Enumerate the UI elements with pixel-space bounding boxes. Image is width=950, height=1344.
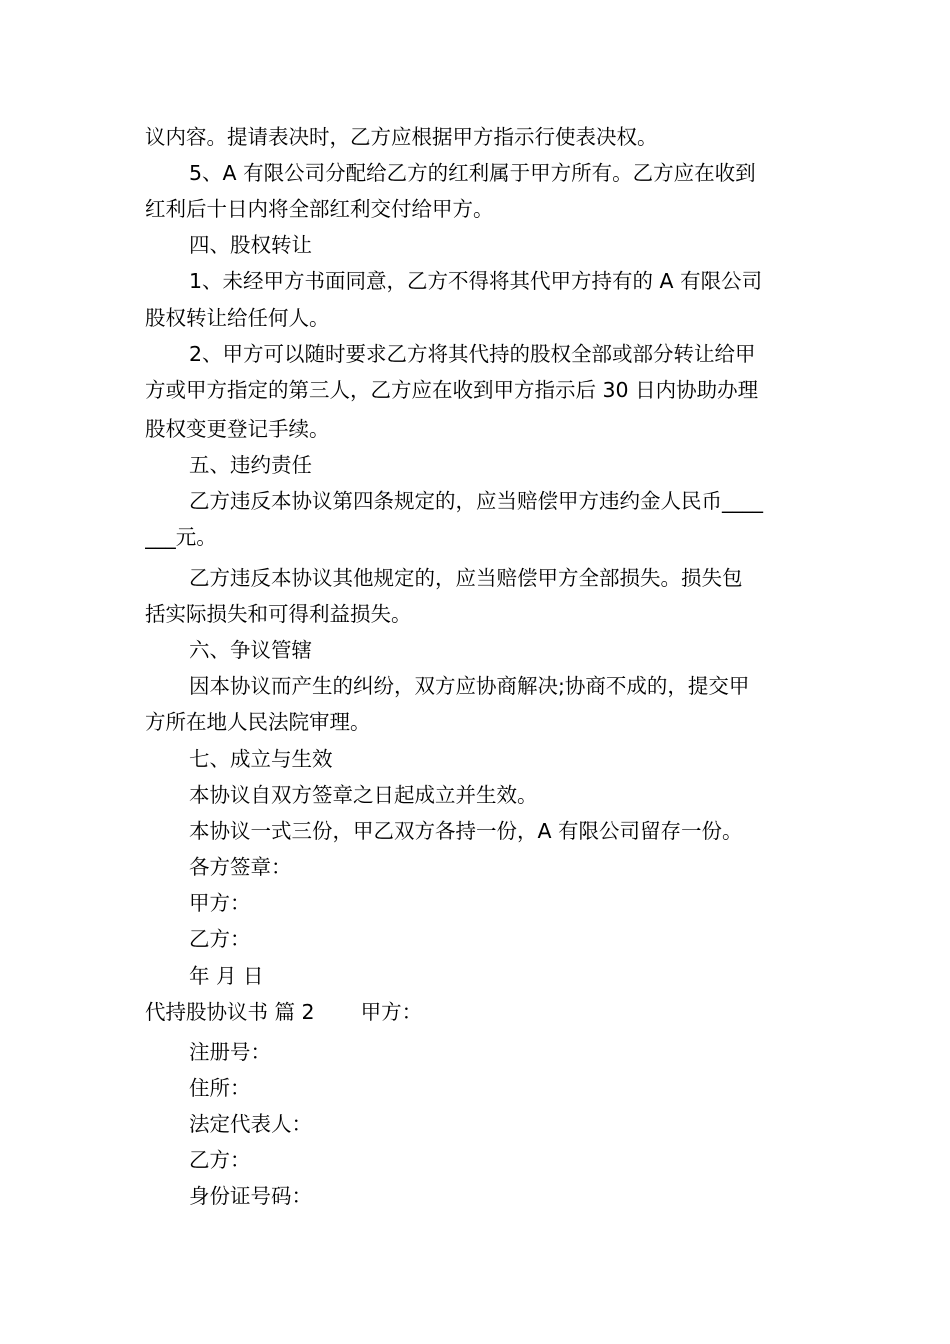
paragraph-line: 因本协议而产生的纠纷，双方应协商解决;协商不成的，提交甲 [189,674,750,698]
paragraph-line: 括实际损失和可得利益损失。 [145,602,412,626]
paragraph-line: 方所在地人民法院审理。 [145,710,371,734]
paragraph-line: 2、甲方可以随时要求乙方将其代持的股权全部或部分转让给甲 [189,342,756,366]
section-title: 代持股协议书 篇 2 [145,1000,315,1024]
paragraph-line: 1、未经甲方书面同意，乙方不得将其代甲方持有的 A 有限公司 [189,269,763,293]
id-number-label: 身份证号码： [189,1184,312,1208]
section-title-line [145,994,815,1030]
registration-number-label: 注册号： [189,1040,271,1064]
paragraph-line: 方或甲方指定的第三人，乙方应在收到甲方指示后 30 日内协助办理 [145,378,759,402]
paragraph-line: 议内容。提请表决时，乙方应根据甲方指示行使表决权。 [145,125,658,149]
paragraph-line: 股权变更登记手续。 [145,417,330,441]
signature-label: 各方签章： [189,855,292,879]
section-heading: 六、争议管辖 [189,638,312,662]
paragraph-line: 本协议自双方签章之日起成立并生效。 [189,783,538,807]
paragraph-line: ___元。 [145,525,217,549]
paragraph-line: 红利后十日内将全部红利交付给甲方。 [145,197,494,221]
section-heading: 四、股权转让 [189,233,312,257]
paragraph-line: 5、A 有限公司分配给乙方的红利属于甲方所有。乙方应在收到 [189,161,756,185]
legal-representative-label: 法定代表人： [189,1112,312,1136]
section-heading: 七、成立与生效 [189,747,333,771]
date-line: 年 月 日 [189,964,264,988]
party-a-label: 甲方： [189,891,251,915]
address-label: 住所： [189,1076,251,1100]
paragraph-line: 乙方违反本协议第四条规定的，应当赔偿甲方违约金人民币____ [189,489,763,513]
paragraph-line: 乙方违反本协议其他规定的，应当赔偿甲方全部损失。损失包 [189,566,743,590]
paragraph-line: 本协议一式三份，甲乙双方各持一份，A 有限公司留存一份。 [189,819,743,843]
party-b-label: 乙方： [189,1148,251,1172]
paragraph-line: 股权转让给任何人。 [145,306,330,330]
section-heading: 五、违约责任 [189,453,312,477]
party-b-label: 乙方： [189,927,251,951]
party-a-label: 甲方： [360,1000,423,1024]
